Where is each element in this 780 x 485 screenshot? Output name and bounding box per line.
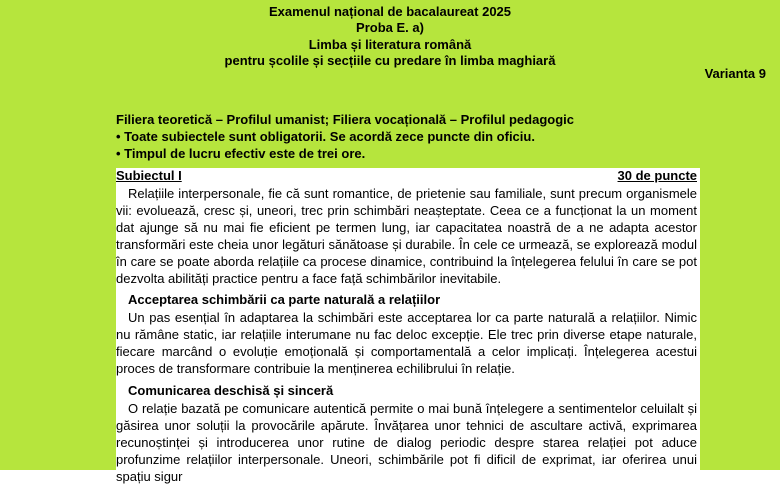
- rule-time: • Timpul de lucru efectiv este de trei ore.: [116, 146, 366, 161]
- subject-title: Limba și literatura română: [308, 37, 472, 52]
- paragraph-intro: Relațiile interpersonale, fie că sunt romantice, de prietenie sau familiale, sunt precum organismele vii: evoluează, cresc și, uneori, trec prin schimbări neașteptate. Ceea ce a funcționat la un moment dat ajunge să nu mai fie eficient pe termen lung, iar capacitatea noastră de a ne adapta acestor transformări este cheia unor legături sănătoase și durabile. În cele ce urmează, se explorează modul în care se poate aborda relațiile ca procese dinamice, contribuind la înțelegerea felului în care se pot dezvolta abilități practice pentru a face față schimbărilor inevitabile.: [116, 186, 697, 286]
- exam-title: Examenul național de bacalaureat 2025: [268, 4, 512, 19]
- paragraph-communication: O relație bazată pe comunicare autentică permite o mai bună înțelegere a sentimentelor celuilalt și găsirea unor soluții la provocările apărute. Învățarea unor tehnici de ascultare activă, exprimarea recunoștinței și introducerea unor rutine de dialog periodic despre starea relației pot aduce profunzime relațiilor interpersonale. Uneori, schimbările pot fi dificil de exprimat, iar oferirea unui spațiu sigur: [116, 401, 697, 484]
- subiect-header: [116, 168, 697, 184]
- varianta-label: Varianta 9: [704, 66, 766, 81]
- filiera-line: Filiera teoretică – Profilul umanist; Filiera vocațională – Profilul pedagogic: [116, 112, 575, 127]
- subiect-points: 30 de puncte: [617, 168, 697, 183]
- section-heading-communication: Comunicarea deschisă și sinceră: [128, 383, 334, 398]
- rule-mandatory: • Toate subiectele sunt obligatorii. Se acordă zece puncte din oficiu.: [116, 129, 535, 144]
- subiect-label: Subiectul I: [116, 168, 182, 183]
- audience-line: pentru școlile și secțiile cu predare în limba maghiară: [224, 53, 556, 68]
- section-heading-acceptance: Acceptarea schimbării ca parte naturală a relațiilor: [128, 292, 441, 307]
- highlight-region-right: [700, 112, 780, 470]
- highlight-region-left: [0, 112, 116, 470]
- paragraph-acceptance: Un pas esențial în adaptarea la schimbări este acceptarea lor ca parte naturală a relațiilor. Nimic nu rămâne static, iar relațiile interumane nu fac deloc excepție. Ele trec prin diverse etape naturale, fiecare marcând o evoluție emoțională și comportamentală a celor implicați. Înțelegerea acestui proces de transformare contribuie la menținerea echilibrului în relație.: [116, 310, 697, 376]
- proba-label: Proba E. a): [356, 20, 424, 35]
